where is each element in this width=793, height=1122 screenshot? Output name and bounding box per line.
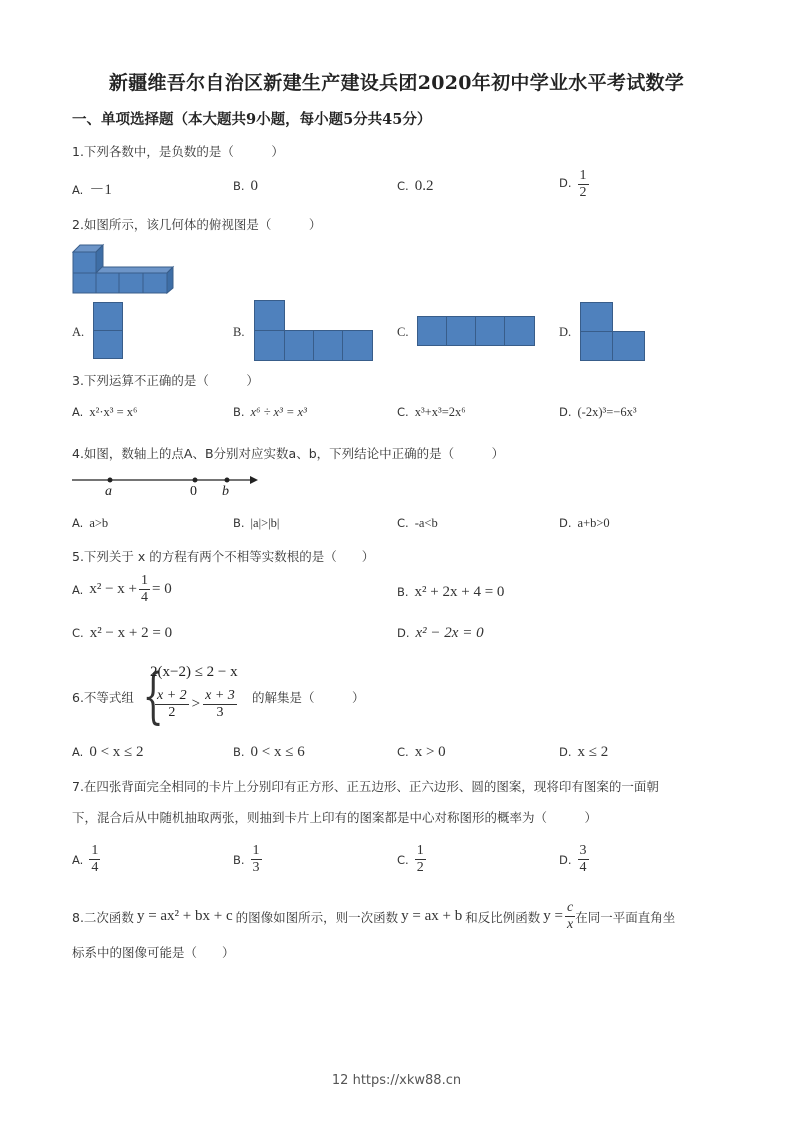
option-label: D. (397, 626, 410, 640)
option-text: |a|>|b| (250, 516, 280, 530)
option-label: D. (559, 516, 572, 530)
view-square (475, 316, 505, 346)
question-5-stem: 5.下列关于 x 的方程有两个不相等实数根的是（ ） (72, 549, 375, 564)
option-text: x³+x³=2x⁶ (414, 405, 466, 419)
option-text: a+b>0 (577, 516, 610, 530)
option-label: A. (72, 516, 84, 530)
q2-option-c-label: C. (397, 325, 409, 339)
option-label: A. (72, 183, 84, 197)
inequality-line-1: 2(x−2) ≤ 2 − x (150, 664, 238, 680)
q6-option-c (397, 744, 446, 761)
fraction (565, 900, 575, 933)
option-label: B. (397, 585, 409, 599)
view-square (612, 331, 645, 361)
option-label: B. (233, 179, 245, 193)
solid-figure (72, 243, 176, 295)
option-label: C. (72, 626, 84, 640)
question-8-stem-line-2: 标系中的图像可能是（ ） (72, 945, 235, 960)
question-8-stem-line-1 (72, 900, 675, 933)
numerator: 1 (579, 168, 587, 183)
q1-option-b (233, 178, 258, 195)
option-text: x² − 2x = 0 (415, 625, 484, 641)
option-label: D. (559, 176, 572, 191)
option-text: 0 < x ≤ 2 (89, 744, 144, 760)
section-heading: 一、单项选择题（本大题共9小题，每小题5分共45分） (72, 111, 432, 128)
inequality-line-2 (155, 688, 237, 721)
option-text: a>b (89, 516, 109, 530)
question-6-stem-prefix: 6.不等式组 (72, 690, 134, 705)
denominator: 2 (416, 860, 424, 875)
fraction (155, 688, 189, 721)
numerator: 1 (252, 843, 260, 858)
question-7-stem-line-2: 下，混合后从中随机抽取两张，则抽到卡片上印有的图案都是中心对称图形的概率为（ ） (72, 810, 598, 825)
page-footer: 12 https://xkw88.cn (331, 1073, 462, 1088)
denominator: 2 (579, 185, 587, 200)
stem-text: 在同一平面直角坐 (575, 909, 676, 925)
denominator: x (566, 917, 574, 932)
view-square (342, 330, 373, 361)
question-2-stem: 2.如图所示，该几何体的俯视图是（ ） (72, 217, 322, 232)
option-text: x² − x + 2 = 0 (89, 625, 173, 641)
q7-option-b (233, 843, 262, 876)
question-4-stem: 4.如图，数轴上的点A、B分别对应实数a、b，下列结论中正确的是（ ） (72, 446, 505, 461)
q6-option-b (233, 744, 305, 761)
q6-option-d (559, 744, 608, 761)
numerator: c (566, 900, 574, 915)
view-square (580, 331, 613, 361)
view-square (93, 330, 123, 359)
option-label: C. (397, 405, 409, 419)
equation-quadratic: y = ax² + bx + c (136, 908, 233, 924)
option-label: A. (72, 582, 84, 597)
option-label: C. (397, 516, 409, 530)
option-label: D. (559, 405, 572, 419)
denominator: 4 (91, 860, 99, 875)
view-square (254, 330, 285, 361)
operator: > (191, 696, 201, 712)
question-3-stem: 3.下列运算不正确的是（ ） (72, 373, 259, 388)
q7-option-a (72, 843, 100, 876)
numerator: 1 (416, 843, 424, 858)
brace-icon: { (142, 661, 164, 731)
numerator: 3 (579, 843, 587, 858)
q7-option-c (397, 843, 426, 876)
option-text: 0 (250, 178, 259, 194)
equation-linear: y = ax + b (401, 908, 463, 924)
option-text: (-2x)³=−6x³ (577, 405, 637, 419)
option-label: B. (233, 852, 245, 867)
view-square (284, 330, 314, 361)
q5-option-c (72, 625, 172, 642)
option-text: 0.2 (414, 178, 434, 194)
denominator: 3 (216, 705, 224, 720)
option-label: C. (397, 852, 409, 867)
denominator: 4 (141, 590, 148, 605)
denominator: 2 (168, 705, 176, 720)
fraction (415, 843, 426, 876)
option-label: B. (233, 405, 245, 419)
cube-solid-icon (72, 243, 176, 295)
q1-option-c (397, 178, 433, 195)
stem-text: 8.二次函数 (72, 909, 134, 925)
q3-option-a (72, 405, 137, 420)
numerator: 1 (91, 843, 99, 858)
option-text: －1 (89, 182, 112, 198)
option-text: 0 < x ≤ 6 (250, 744, 305, 760)
page-title: 新疆维吾尔自治区新建生产建设兵团2020年初中学业水平考试数学 (108, 72, 685, 94)
q7-option-d (559, 843, 589, 876)
fraction (251, 843, 262, 876)
point-zero-label: 0 (190, 484, 197, 499)
option-text: -a<b (414, 516, 438, 530)
fraction (139, 573, 150, 606)
view-square (504, 316, 535, 346)
option-label: D. (559, 745, 572, 759)
q2-option-b-label: B. (233, 325, 245, 339)
question-7-stem-line-1: 7.在四张背面完全相同的卡片上分别印有正方形、正五边形、正六边形、圆的图案，现将印有图案的一面朝 (72, 779, 659, 794)
view-square (93, 302, 123, 331)
q5-option-b (397, 584, 504, 601)
fraction (578, 168, 589, 201)
q1-option-a (72, 178, 112, 199)
stem-text: 的图像如图所示，则一次函数 (235, 909, 399, 925)
option-label: C. (397, 179, 409, 193)
numerator: x + 3 (205, 688, 235, 703)
q5-option-a (72, 573, 172, 606)
option-text: x > 0 (414, 744, 446, 760)
equation-part: = 0 (152, 581, 172, 597)
option-label: B. (233, 745, 245, 759)
view-square (580, 302, 613, 332)
view-square (446, 316, 476, 346)
option-label: C. (397, 745, 409, 759)
q1-option-d (559, 168, 589, 201)
q4-option-c (397, 516, 438, 531)
option-label: B. (233, 516, 245, 530)
numerator: x + 2 (157, 688, 187, 703)
option-label: A. (72, 405, 84, 419)
number-line (72, 472, 262, 502)
option-label: A. (72, 745, 84, 759)
view-square (254, 300, 285, 331)
q4-option-d (559, 516, 610, 531)
fraction (203, 688, 237, 721)
q3-option-c (397, 405, 466, 420)
denominator: 4 (579, 860, 587, 875)
q5-option-d (397, 625, 484, 642)
point-b-label: b (222, 484, 229, 499)
view-square (313, 330, 343, 361)
numerator: 1 (141, 573, 148, 588)
denominator: 3 (252, 860, 260, 875)
equation-part: x² − x + (89, 581, 137, 597)
q3-option-d (559, 405, 637, 420)
fraction (89, 843, 100, 876)
q4-option-b (233, 516, 279, 531)
point-a-label: a (105, 484, 112, 499)
option-text: x ≤ 2 (577, 744, 609, 760)
number-line-axis-icon (72, 473, 262, 487)
option-text: x⁶ ÷ x³ = x³ (250, 405, 307, 419)
option-text: x²·x³ = x⁶ (89, 405, 138, 419)
option-label: D. (559, 852, 572, 867)
question-6-stem-suffix: 的解集是（ ） (252, 690, 365, 705)
q6-option-a (72, 744, 144, 761)
option-label: A. (72, 852, 84, 867)
option-text: x² + 2x + 4 = 0 (414, 584, 505, 600)
view-square (417, 316, 447, 346)
q2-option-a-label: A. (72, 325, 85, 339)
question-1-stem: 1.下列各数中，是负数的是（ ） (72, 144, 284, 159)
equation-inverse-prefix: y = (543, 908, 563, 924)
q3-option-b (233, 405, 307, 420)
fraction (578, 843, 589, 876)
stem-text: 和反比例函数 (465, 909, 541, 925)
q4-option-a (72, 516, 108, 531)
q2-option-d-label: D. (559, 325, 572, 339)
